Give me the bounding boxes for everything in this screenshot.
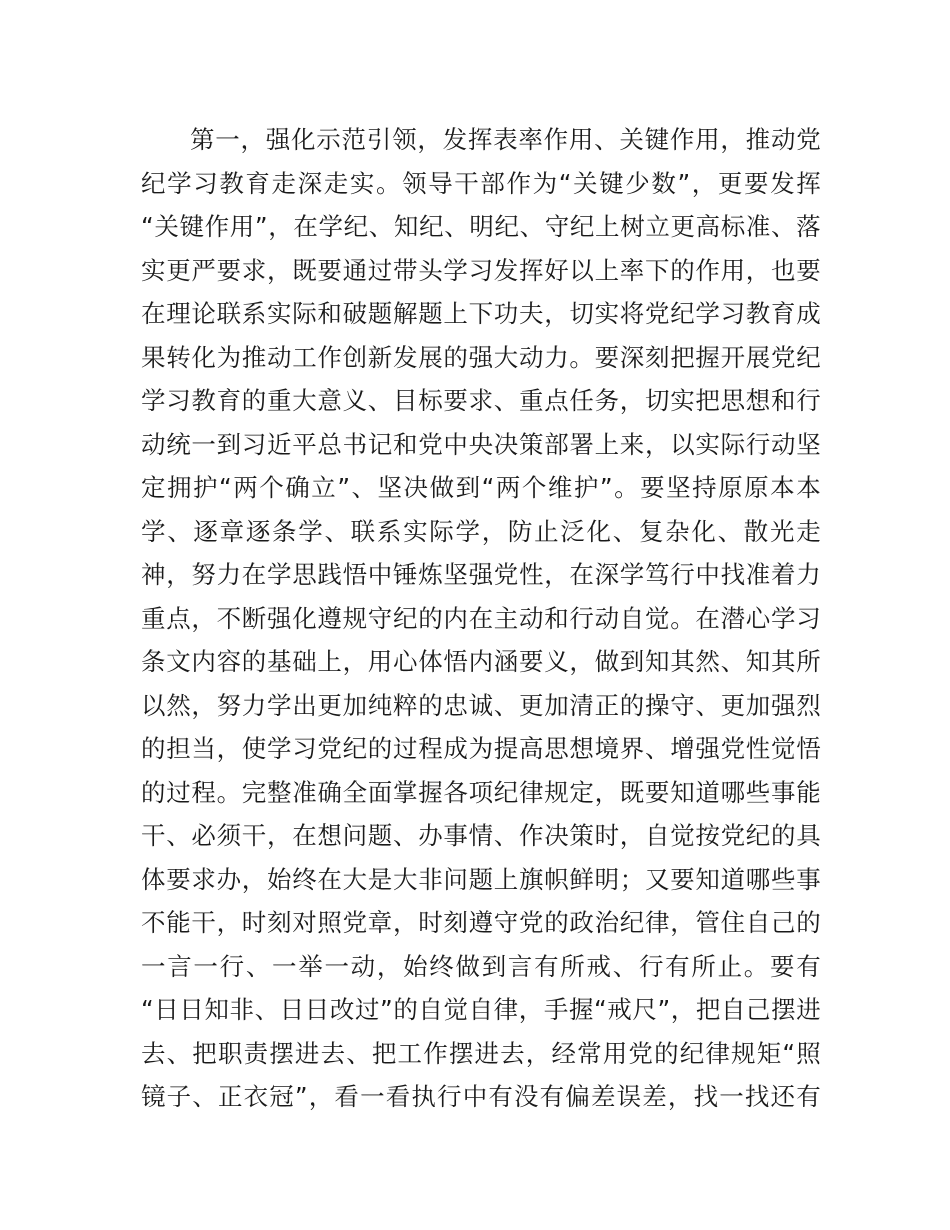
- text-line: 定拥护“两个确立”、坚决做到“两个维护”。要坚持原原本本: [141, 473, 821, 502]
- text-line: 在理论联系实际和破题解题上下功夫，切实将党纪学习教育成: [141, 299, 821, 328]
- text-line: 第一，强化示范引领，发挥表率作用、关键作用，推动党: [190, 125, 821, 154]
- text-line: 镜子、正衣冠”，看一看执行中有没有偏差误差，找一找还有: [141, 1082, 821, 1111]
- text-line: “关键作用”，在学纪、知纪、明纪、守纪上树立更高标准、落: [141, 212, 821, 241]
- text-line: 去、把职责摆进去、把工作摆进去，经常用党的纪律规矩“照: [141, 1038, 821, 1068]
- text-line: 动统一到习近平总书记和党中央决策部署上来，以实际行动坚: [141, 429, 821, 459]
- text-line: “日日知非、日日改过”的自觉自律，手握“戒尺”，把自己摆进: [141, 995, 821, 1024]
- text-line: 实更严要求，既要通过带头学习发挥好以上率下的作用，也要: [141, 255, 821, 285]
- text-line: 一言一行、一举一动，始终做到言有所戒、行有所止。要有: [141, 951, 821, 981]
- text-line: 学习教育的重大意义、目标要求、重点任务，切实把思想和行: [141, 386, 821, 415]
- text-line: 纪学习教育走深走实。领导干部作为“关键少数”，更要发挥: [141, 168, 821, 198]
- text-line: 干、必须干，在想问题、办事情、作决策时，自觉按党纪的具: [141, 821, 821, 850]
- text-line: 神，努力在学思践悟中锤炼坚强党性，在深学笃行中找准着力: [141, 560, 821, 589]
- text-line: 果转化为推动工作创新发展的强大动力。要深刻把握开展党纪: [141, 342, 821, 372]
- text-line: 以然，努力学出更加纯粹的忠诚、更加清正的操守、更加强烈: [141, 690, 821, 720]
- text-line: 不能干，时刻对照党章，时刻遵守党的政治纪律，管住自己的: [141, 908, 821, 937]
- text-line: 的担当，使学习党纪的过程成为提高思想境界、增强党性觉悟: [141, 734, 821, 763]
- body-paragraph: [141, 118, 821, 1119]
- text-line: 学、逐章逐条学、联系实际学，防止泛化、复杂化、散光走: [141, 516, 821, 546]
- text-line: 的过程。完整准确全面掌握各项纪律规定，既要知道哪些事能: [141, 777, 821, 807]
- text-line: 重点，不断强化遵规守纪的内在主动和行动自觉。在潜心学习: [141, 603, 821, 633]
- text-line: 体要求办，始终在大是大非问题上旗帜鲜明；又要知道哪些事: [141, 864, 821, 894]
- text-line: 条文内容的基础上，用心体悟内涵要义，做到知其然、知其所: [141, 647, 821, 676]
